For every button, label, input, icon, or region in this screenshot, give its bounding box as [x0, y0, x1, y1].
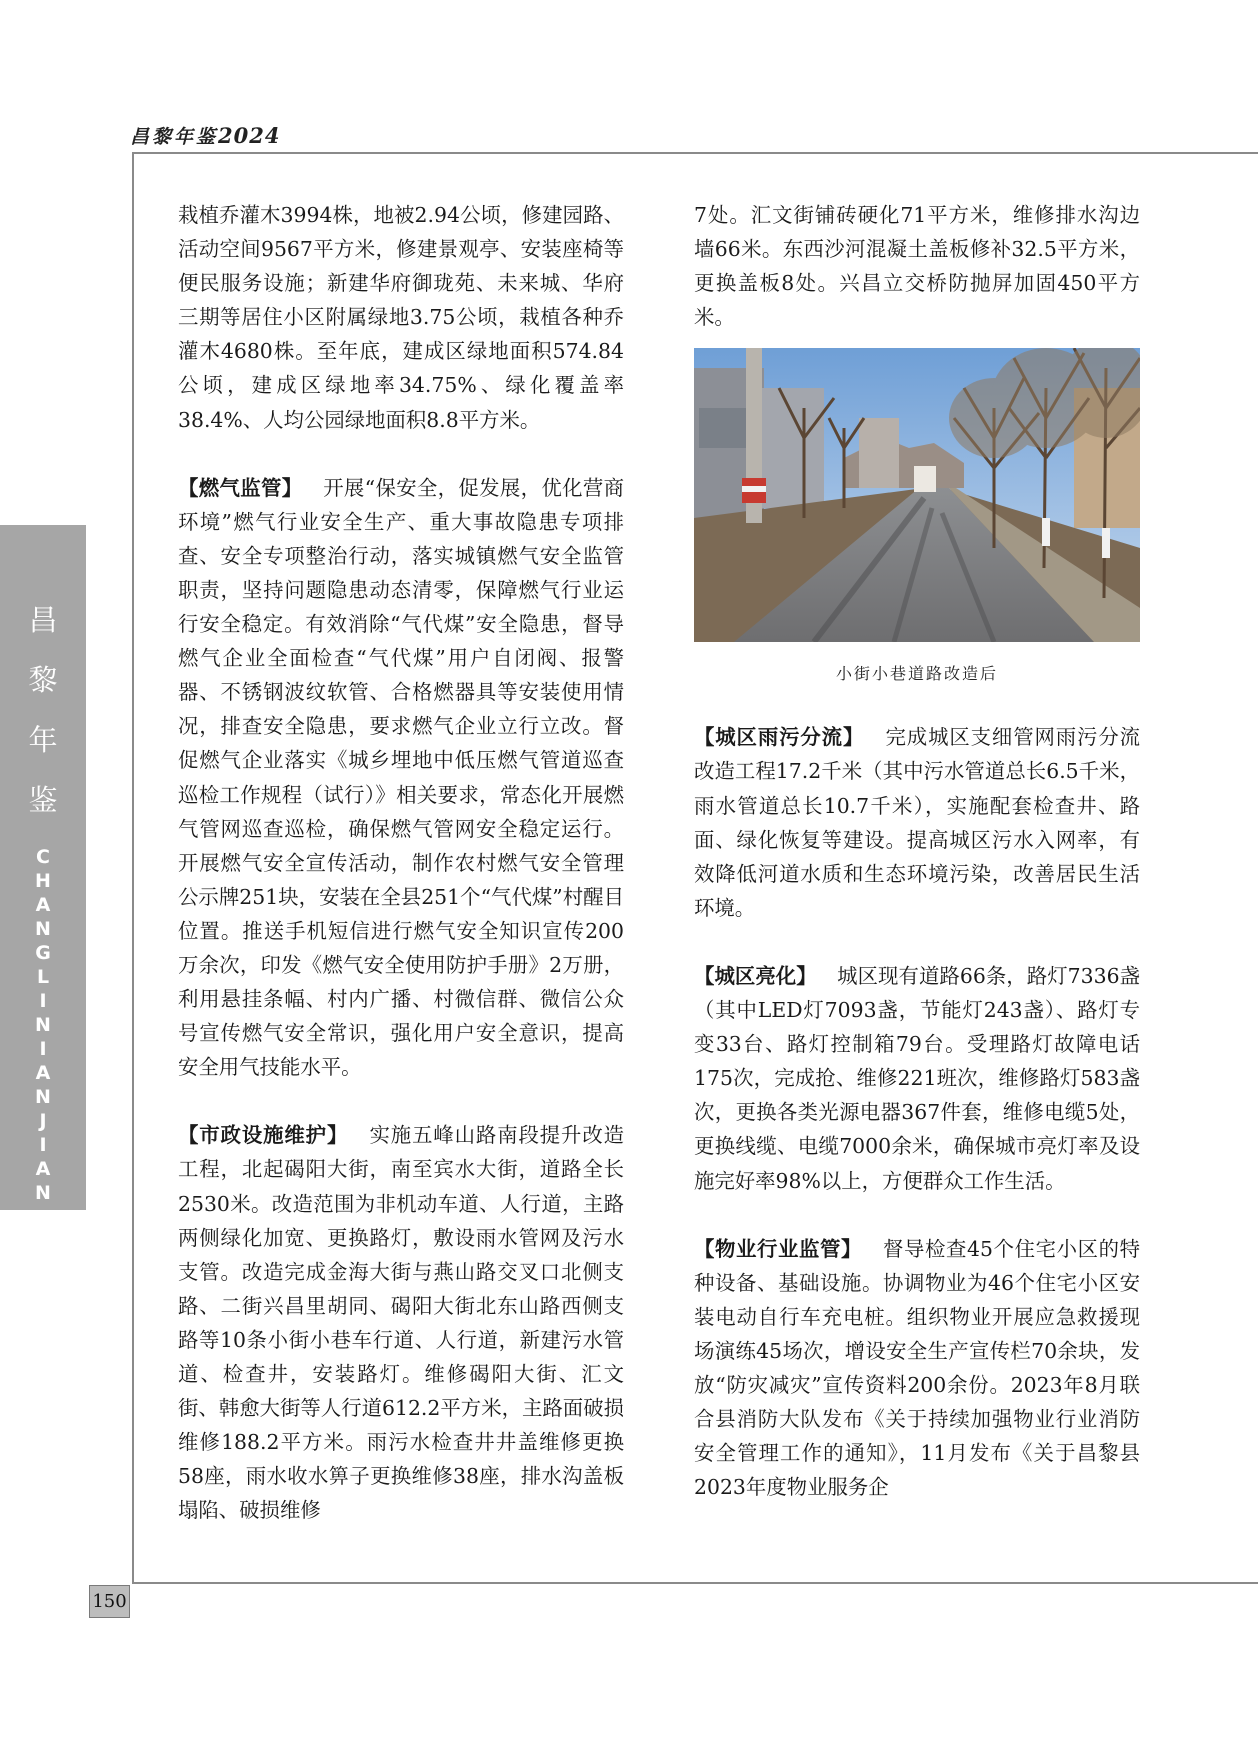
book-year: 2024 [218, 123, 281, 148]
side-tab-letter: A [35, 1158, 51, 1180]
gas-text: 开展“保安全，促发展，优化营商环境”燃气行业安全生产、重大事故隐患专项排查、安全专项整治行动，落实城镇燃气安全监管职责，坚持问题隐患动态清零，保障燃气行业运行安全稳定。有效消除“气代煤”安全隐患，督导燃气企业全面检查“气代煤”用户自闭阀、报警器、不锈钢波纹软管、合格燃器具等安装使用情况，排查安全隐患，要求燃气企业立行立改。督促燃气企业落实《城乡埋地中低压燃气管道巡查巡检工作规程（试行）》相关要求，常态化开展燃气管网巡查巡检，确保燃气管网安全稳定运行。开展燃气安全宣传活动，制作农村燃气安全管理公示牌251块，安装在全县251个“气代煤”村醒目位置。推送手机短信进行燃气安全知识宣传200万余次，印发《燃气安全使用防护手册》2万册，利用悬挂条幅、村内广播、村微信群、微信公众号宣传燃气安全常识，强化用户安全意识，提高安全用气技能水平。 [178, 475, 624, 1080]
side-tab-letter: N [35, 1086, 51, 1108]
side-tab-letter: I [39, 1134, 47, 1156]
lighting-section [694, 959, 1140, 1198]
side-tab-letter: C [36, 846, 50, 868]
running-header [130, 122, 280, 149]
top-rule [132, 152, 1258, 154]
side-tab-chinese-title: 昌 黎 年 鉴 [28, 603, 58, 817]
gas-heading: 【燃气监管】 [178, 475, 303, 500]
side-tab-letter: N [35, 918, 51, 940]
bottom-rule [132, 1582, 1258, 1584]
side-tab-letter: I [39, 1038, 47, 1060]
side-tab-letter: I [39, 990, 47, 1012]
left-column [178, 198, 624, 1527]
property-section [694, 1232, 1140, 1505]
side-tab-pinyin-title [0, 845, 86, 1205]
property-text: 督导检查45个住宅小区的特种设备、基础设施。协调物业为46个住宅小区安装电动自行车充电桩。组织物业开展应急救援现场演练45场次，增设安全生产宣传栏70余块，发放“防灾减灾”宣传资料200余份。2023年8月联合县消防大队发布《关于持续加强物业行业消防安全管理工作的通知》，11月发布《关于昌黎县2023年度物业服务企 [694, 1236, 1141, 1500]
right-column [694, 198, 1140, 1504]
side-tab-letter: H [35, 870, 51, 892]
side-tab-letter: J [39, 1110, 47, 1132]
sewage-heading: 【城区雨污分流】 [694, 725, 865, 750]
side-tab-letter: G [35, 942, 51, 964]
side-tab-letter: L [36, 966, 50, 988]
street-photo-figure [694, 348, 1140, 686]
side-tab-letter: A [35, 894, 51, 916]
municipal-heading: 【市政设施维护】 [178, 1123, 349, 1148]
page-number: 150 [89, 1585, 130, 1618]
photo-caption: 小街小巷道路改造后 [835, 664, 998, 684]
book-title: 昌黎年鉴 [130, 126, 219, 148]
greening-continued-paragraph: 栽植乔灌木3994株，地被2.94公顷，修建园路、活动空间9567平方米，修建景观亭、安装座椅等便民服务设施；新建华府御珑苑、未来城、华府三期等居住小区附属绿地3.75公顷，栽植各种乔灌木4680株。至年底，建成区绿地面积574.84公顷，建成区绿地率34.75%、绿化覆盖率38.4%、人均公园绿地面积8.8平方米。 [178, 203, 624, 432]
street-photo [694, 348, 1140, 642]
municipal-text: 实施五峰山路南段提升改造工程，北起碣阳大街，南至宾水大街，道路全长2530米。改造范围为非机动车道、人行道，主路两侧绿化加宽、更换路灯，敷设雨水管网及污水支管。改造完成金海大街与燕山路交叉口北侧支路、二街兴昌里胡同、碣阳大街北东山路西侧支路等10条小街小巷车行道、人行道，新建污水管道、检查井，安装路灯。维修碣阳大街、汇文街、韩愈大街等人行道612.2平方米，主路面破损维修188.2平方米。雨污水检查井井盖维修更换58座，雨水收水箅子更换维修38座，排水沟盖板塌陷、破损维修 [178, 1123, 625, 1523]
sewage-text: 完成城区支细管网雨污分流改造工程17.2千米（其中污水管道总长6.5千米，雨水管道总长10.7千米），实施配套检查井、路面、绿化恢复等建设。提高城区污水入网率，有效降低河道水质和生态环境污染，改善居民生活环境。 [694, 725, 1141, 920]
lighting-text: 城区现有道路66条，路灯7336盏（其中LED灯7093盏，节能灯243盏）、路灯专变33台、路灯控制箱79台。受理路灯故障电话175次，完成抢、维修221班次，维修路灯583盏次，更换各类光源电器367件套，维修电缆5处，更换线缆、电缆7000余米，确保城市亮灯率及设施完好率98%以上，方便群众工作生活。 [694, 963, 1140, 1193]
municipal-section [178, 1118, 624, 1527]
municipal-continued-paragraph: 7处。汇文街铺砖硬化71平方米，维修排水沟边墙66米。东西沙河混凝土盖板修补32.5平方米，更换盖板8处。兴昌立交桥防抛屏加固450平方米。 [694, 203, 1140, 330]
property-heading: 【物业行业监管】 [694, 1236, 863, 1261]
side-tab-letter: N [35, 1182, 51, 1204]
sewage-section [694, 720, 1140, 925]
side-tab-letter: A [35, 1062, 51, 1084]
side-tab-letter: N [35, 1014, 51, 1036]
lighting-heading: 【城区亮化】 [694, 963, 817, 988]
gas-section [178, 471, 624, 1085]
left-rule [132, 152, 134, 1584]
